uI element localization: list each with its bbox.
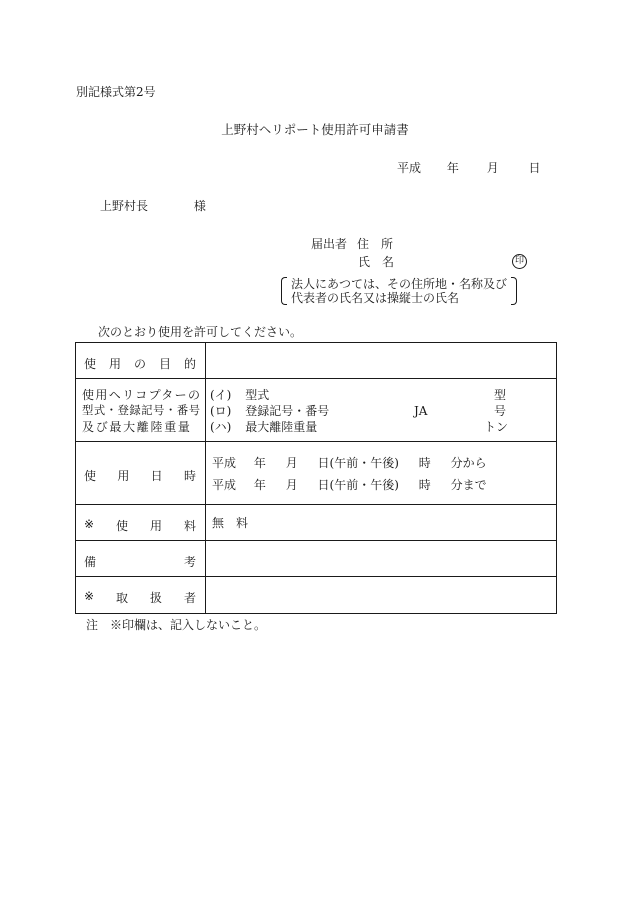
document-title: 上野村ヘリポート使用許可申請書: [221, 122, 409, 137]
datetime-to: 平成 年 月 日(午前・午後) 時 分まで: [212, 478, 487, 492]
row-handler: [76, 577, 556, 613]
name-label: 氏 名: [358, 255, 395, 269]
row-purpose: [76, 343, 556, 379]
corporation-note-line-1: 法人にあつては、その住所地・名称及び: [291, 277, 508, 291]
row-datetime: [76, 442, 556, 505]
right-bracket: [511, 277, 517, 305]
helicopter-label-2: 型式・登録記号・番号: [82, 404, 200, 417]
date-era: 平成: [397, 161, 422, 175]
left-bracket: [281, 277, 287, 305]
heli-unit-weight: トン: [484, 420, 509, 434]
addressee: [100, 200, 206, 212]
heli-registration-prefix: JA: [414, 404, 428, 418]
request-text: 次のとおり使用を許可してください。: [98, 325, 303, 339]
application-table: [75, 342, 557, 614]
row-helicopter: [76, 379, 556, 442]
heli-unit-type: 型: [494, 388, 507, 402]
row-fee: [76, 505, 556, 541]
datetime-label: 使 用 日 時: [84, 469, 196, 483]
seal-mark: 印: [512, 254, 527, 269]
fee-value: 無 料: [212, 516, 249, 530]
handler-label: ※ 取 扱 者: [84, 589, 196, 605]
date-year: 年: [446, 161, 459, 175]
heli-unit-number: 号: [494, 404, 507, 418]
helicopter-label-1: 使用ヘリコプターの: [82, 388, 200, 402]
address-label: 住 所: [357, 237, 394, 251]
footnote: 注 ※印欄は、記入しないこと。: [86, 618, 267, 632]
fee-label: ※ 使 用 料: [84, 517, 196, 533]
applicant-label: 届出者: [311, 237, 348, 251]
addressee-honorific: 様: [193, 199, 206, 213]
remarks-label: 備 考: [84, 555, 196, 569]
addressee-name: 上野村長: [100, 199, 149, 213]
date-day: 日: [528, 161, 541, 175]
row-remarks: [76, 541, 556, 577]
applicant-address: [311, 238, 393, 250]
datetime-from: 平成 年 月 日(午前・午後) 時 分から: [212, 456, 487, 470]
date-line: [397, 162, 541, 174]
applicant-name: [358, 256, 394, 268]
form-number: 別記様式第2号: [76, 85, 156, 99]
heli-line-registration: (ロ) 登録記号・番号: [210, 404, 330, 418]
heli-line-type: (イ) 型式: [210, 388, 270, 402]
corporation-note-line-2: 代表者の氏名又は操縦士の氏名: [291, 291, 460, 305]
helicopter-label-3: 及び最大離陸重量: [82, 420, 192, 434]
date-month: 月: [486, 161, 499, 175]
heli-line-weight: (ハ) 最大離陸重量: [210, 420, 318, 434]
remarks-field[interactable]: [212, 545, 552, 573]
purpose-label: 使 用 の 目 的: [84, 357, 196, 371]
purpose-field[interactable]: [212, 347, 552, 375]
